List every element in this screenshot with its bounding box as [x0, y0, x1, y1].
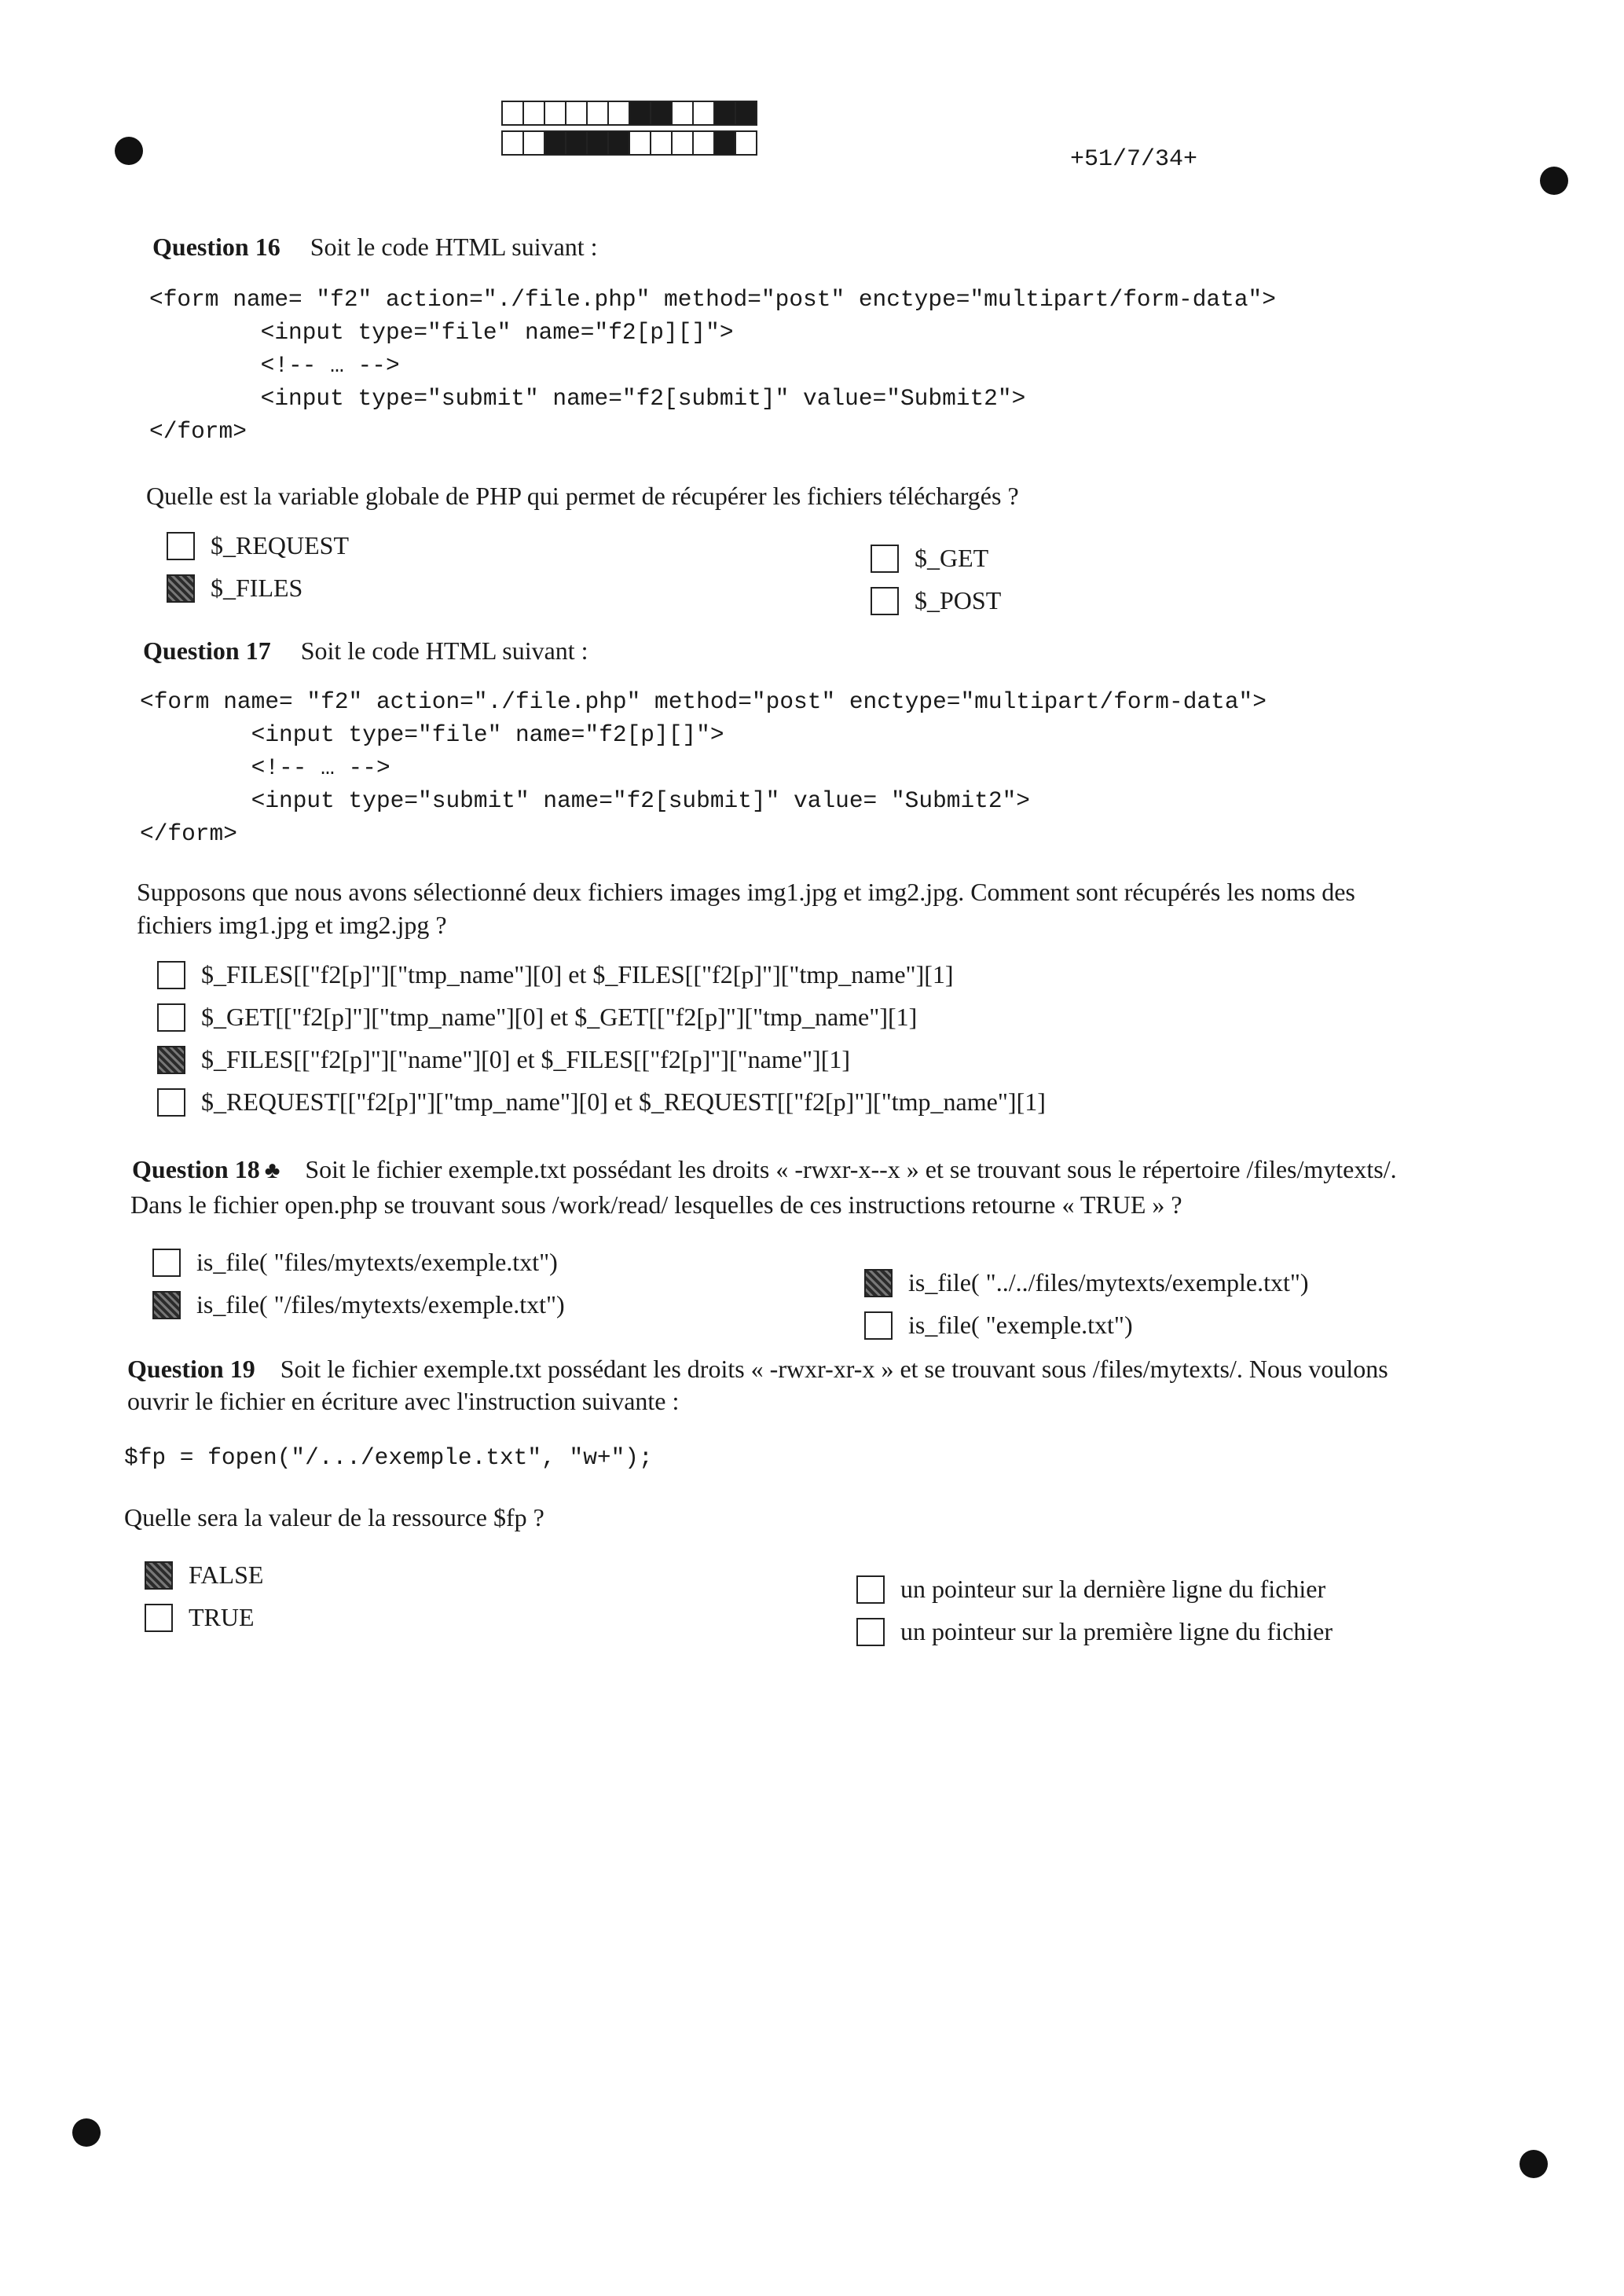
barcode-cell — [650, 130, 673, 156]
question-17-header — [143, 636, 588, 666]
checkbox[interactable] — [157, 961, 185, 989]
checkbox[interactable] — [167, 532, 195, 560]
q16-option-files[interactable]: $_FILES — [167, 574, 302, 603]
checkbox-checked[interactable] — [157, 1046, 185, 1074]
barcode-cell — [544, 101, 566, 126]
checkbox[interactable] — [145, 1604, 173, 1632]
question-16-prompt: Quelle est la variable globale de PHP qui permet de récupérer les fichiers téléchargés ? — [146, 482, 1019, 510]
q16-option-post[interactable]: $_POST — [871, 586, 1001, 615]
barcode-cell — [713, 130, 736, 156]
barcode-cell — [692, 101, 715, 126]
barcode-cell — [586, 101, 609, 126]
q16-option-request[interactable]: $_REQUEST — [167, 531, 349, 560]
question-18-header — [132, 1155, 1397, 1184]
barcode-cell — [565, 101, 588, 126]
checkbox-checked[interactable] — [167, 574, 195, 603]
q19-option-first-line[interactable]: un pointeur sur la première ligne du fichier — [856, 1617, 1333, 1646]
question-16-label: Question 16 — [152, 233, 280, 261]
checkbox[interactable] — [152, 1249, 181, 1277]
barcode-cell — [671, 101, 694, 126]
q19-option-last-line[interactable]: un pointeur sur la dernière ligne du fichier — [856, 1575, 1325, 1604]
q18-option-2[interactable]: is_file( "/files/mytexts/exemple.txt") — [152, 1290, 565, 1319]
question-18-prompt-line-2: Dans le fichier open.php se trouvant sous /work/read/ lesquelles de ces instructions retourne « TRUE » ? — [130, 1190, 1182, 1219]
club-icon: ♣ — [264, 1157, 280, 1183]
question-19-prompt: Quelle sera la valeur de la ressource $fp ? — [124, 1503, 544, 1531]
barcode-cell — [650, 101, 673, 126]
barcode-row-2 — [501, 130, 756, 156]
barcode-cell — [735, 101, 757, 126]
question-18-prompt-line-1: Soit le fichier exemple.txt possédant les droits « -rwxr-x--x » et se trouvant sous le répertoire /files/mytexts/. — [305, 1155, 1397, 1183]
question-16-header — [152, 233, 598, 262]
checkbox[interactable] — [864, 1311, 893, 1340]
checkbox[interactable] — [157, 1088, 185, 1117]
q19-option-false[interactable]: FALSE — [145, 1561, 263, 1590]
q18-option-1[interactable]: is_file( "files/mytexts/exemple.txt") — [152, 1248, 558, 1277]
registration-mark-top-right — [1540, 167, 1568, 195]
barcode-cell — [671, 130, 694, 156]
barcode-cell — [501, 101, 524, 126]
q17-option-2[interactable]: $_GET[["f2[p]"]["tmp_name"][0] et $_GET[["f2[p]"]["tmp_name"][1] — [157, 1003, 917, 1032]
checkbox[interactable] — [157, 1003, 185, 1032]
checkbox-checked[interactable] — [145, 1561, 173, 1590]
barcode-cell — [629, 101, 651, 126]
barcode-cell — [522, 130, 545, 156]
registration-mark-top-left — [115, 137, 143, 165]
q19-option-true[interactable]: TRUE — [145, 1603, 255, 1632]
question-19-prompt-line-1: Soit le fichier exemple.txt possédant les droits « -rwxr-xr-x » et se trouvant sous /files/mytexts/. Nous voulons — [280, 1355, 1388, 1383]
checkbox[interactable] — [871, 587, 899, 615]
barcode-cell — [522, 101, 545, 126]
q16-option-get[interactable]: $_GET — [871, 544, 988, 573]
barcode-cell — [565, 130, 588, 156]
barcode-cell — [607, 130, 630, 156]
barcode-cell — [586, 130, 609, 156]
q17-option-4[interactable]: $_REQUEST[["f2[p]"]["tmp_name"][0] et $_REQUEST[["f2[p]"]["tmp_name"][1] — [157, 1087, 1046, 1117]
question-17-code: <form name= "f2" action="./file.php" method="post" enctype="multipart/form-data"> <input type="file" name="f2[p][]"> <!-- … --> <input type="submit" name="f2[submit]" value= "Submit2"> </form> — [140, 688, 1267, 847]
q17-option-3[interactable]: $_FILES[["f2[p]"]["name"][0] et $_FILES[["f2[p]"]["name"][1] — [157, 1045, 850, 1074]
question-16-intro: Soit le code HTML suivant : — [310, 233, 598, 261]
question-19-code: $fp = fopen("/.../exemple.txt", "w+"); — [124, 1444, 653, 1471]
barcode-cell — [629, 130, 651, 156]
barcode-cell — [713, 101, 736, 126]
checkbox[interactable] — [871, 545, 899, 573]
question-17-intro: Soit le code HTML suivant : — [300, 636, 588, 665]
question-18-label: Question 18 ♣ — [132, 1155, 280, 1183]
barcode-cell — [607, 101, 630, 126]
barcode-cell — [544, 130, 566, 156]
checkbox[interactable] — [856, 1575, 885, 1604]
registration-mark-bottom-left — [72, 2118, 101, 2147]
barcode-cell — [692, 130, 715, 156]
barcode-cell — [501, 130, 524, 156]
page-id: +51/7/34+ — [1070, 146, 1198, 173]
question-17-prompt-line-1: Supposons que nous avons sélectionné deux fichiers images img1.jpg et img2.jpg. Comment sont récupérés les noms des — [137, 878, 1355, 906]
checkbox[interactable] — [856, 1618, 885, 1646]
barcode-row-1 — [501, 101, 756, 126]
question-17-label: Question 17 — [143, 636, 271, 665]
question-19-prompt-line-2: ouvrir le fichier en écriture avec l'instruction suivante : — [127, 1387, 680, 1415]
question-16-code: <form name= "f2" action="./file.php" method="post" enctype="multipart/form-data"> <input type="file" name="f2[p][]"> <!-- … --> <input type="submit" name="f2[submit]" value="Submit2"> </form> — [149, 286, 1276, 445]
q18-option-3[interactable]: is_file( "../../files/mytexts/exemple.txt") — [864, 1268, 1309, 1297]
question-17-prompt-line-2: fichiers img1.jpg et img2.jpg ? — [137, 911, 447, 939]
question-19-header — [127, 1355, 1388, 1384]
q17-option-1[interactable]: $_FILES[["f2[p]"]["tmp_name"][0] et $_FILES[["f2[p]"]["tmp_name"][1] — [157, 960, 954, 989]
barcode-cell — [735, 130, 757, 156]
q18-option-4[interactable]: is_file( "exemple.txt") — [864, 1311, 1133, 1340]
checkbox-checked[interactable] — [152, 1291, 181, 1319]
registration-mark-bottom-right — [1520, 2150, 1548, 2178]
checkbox-checked[interactable] — [864, 1269, 893, 1297]
question-19-label: Question 19 — [127, 1355, 255, 1383]
